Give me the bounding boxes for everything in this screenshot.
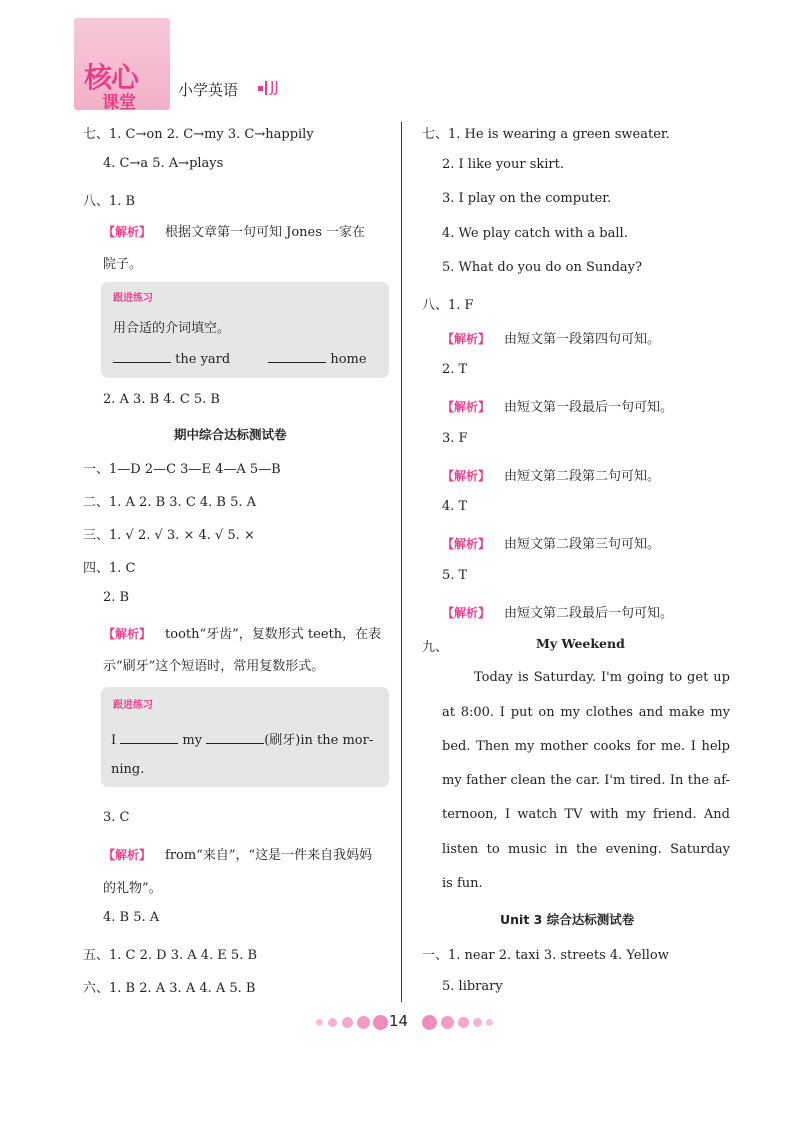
analysis-tag: 【解析】 xyxy=(103,848,152,862)
analysis-line: 院子。 xyxy=(103,257,143,272)
answer-line: 3. C xyxy=(103,810,130,825)
practice-blank-line xyxy=(113,350,367,367)
blank xyxy=(268,350,326,363)
dot-icon xyxy=(458,1017,469,1028)
essay-title: My Weekend xyxy=(536,636,625,651)
answer-line: 5. T xyxy=(442,568,468,583)
answer-line: 五、1. C 2. D 3. A 4. E 5. B xyxy=(83,948,258,963)
practice-box-title: 跟进练习 xyxy=(113,700,153,711)
answer-line: 4. C→a 5. A→plays xyxy=(103,156,224,171)
answer-line: 九、 xyxy=(422,640,449,655)
answer-line: 3. I play on the computer. xyxy=(442,191,612,206)
dot-icon xyxy=(422,1015,437,1030)
section-title: 期中综合达标测试卷 xyxy=(174,427,287,442)
answer-line: 二、1. A 2. B 3. C 4. B 5. A xyxy=(83,495,257,510)
analysis-tag: 【解析】 xyxy=(442,537,491,551)
column-divider xyxy=(401,122,402,1002)
analysis-tag: 【解析】 xyxy=(103,627,152,641)
essay-line: Today is Saturday. I'm going to get up xyxy=(474,670,730,685)
dot-icon xyxy=(357,1016,370,1029)
essay-line: ternoon, I watch TV with my friend. And xyxy=(442,807,730,822)
header-divider xyxy=(265,81,267,95)
analysis-text: 由短文第二段第二句可知。 xyxy=(504,469,661,484)
dot-icon xyxy=(473,1018,482,1027)
answer-line: 3. F xyxy=(442,431,468,446)
dot-icon xyxy=(373,1015,388,1030)
practice-word: home xyxy=(330,352,367,367)
answer-line: 2. B xyxy=(103,590,130,605)
practice-box xyxy=(101,687,389,787)
analysis-text: 由短文第一段第四句可知。 xyxy=(504,332,661,347)
answer-line: 三、1. √ 2. √ 3. × 4. √ 5. × xyxy=(83,528,255,543)
answer-line: 2. I like your skirt. xyxy=(442,157,564,172)
practice-word: the yard xyxy=(175,352,231,367)
analysis-tag: 【解析】 xyxy=(442,606,491,620)
analysis-line xyxy=(442,328,660,347)
answer-line: 4. B 5. A xyxy=(103,910,160,925)
answer-line: 2. T xyxy=(442,362,468,377)
answer-line: 七、1. He is wearing a green sweater. xyxy=(422,127,670,142)
analysis-text: tooth“牙齿”，复数形式 teeth，在表 xyxy=(165,627,382,642)
analysis-line: 示“刷牙”这个短语时，常用复数形式。 xyxy=(103,659,325,674)
analysis-line xyxy=(442,533,660,552)
answer-line: 一、1—D 2—C 3—E 4—A 5—B xyxy=(83,462,281,477)
analysis-tag: 【解析】 xyxy=(442,332,491,346)
answer-line: 七、1. C→on 2. C→my 3. C→happily xyxy=(83,127,314,142)
answer-line: 5. library xyxy=(442,979,503,994)
blank xyxy=(206,731,264,744)
answer-line: 六、1. B 2. A 3. A 4. A 5. B xyxy=(83,981,256,996)
analysis-text: 根据文章第一句可知 Jones 一家在 xyxy=(165,225,366,240)
analysis-text: 由短文第二段第三句可知。 xyxy=(504,537,661,552)
analysis-line xyxy=(103,844,372,863)
header-square-icon xyxy=(258,86,263,91)
essay-line: listen to music in the evening. Saturday xyxy=(442,842,730,857)
analysis-line: 的礼物”。 xyxy=(103,881,162,896)
practice-question: 用合适的介词填空。 xyxy=(113,321,231,336)
answer-line: 八、1. B xyxy=(83,194,136,209)
blank xyxy=(113,350,171,363)
dot-icon xyxy=(316,1019,323,1026)
analysis-line xyxy=(442,602,673,621)
essay-line: is fun. xyxy=(442,876,483,891)
blank xyxy=(120,731,178,744)
practice-blank-line: ning. xyxy=(111,762,145,777)
practice-box xyxy=(101,282,389,378)
dot-icon xyxy=(328,1018,337,1027)
dot-icon xyxy=(342,1017,353,1028)
analysis-line xyxy=(103,623,381,642)
analysis-tag: 【解析】 xyxy=(103,225,152,239)
analysis-line xyxy=(442,396,673,415)
practice-word: I xyxy=(111,733,117,748)
answer-line: 2. A 3. B 4. C 5. B xyxy=(103,392,220,407)
practice-blank-line xyxy=(111,729,373,748)
section-title: Unit 3 综合达标测试卷 xyxy=(500,912,635,927)
essay-line: bed. Then my mother cooks for me. I help xyxy=(442,739,730,754)
dot-icon xyxy=(441,1016,454,1029)
practice-box-title: 跟进练习 xyxy=(113,293,153,304)
analysis-tag: 【解析】 xyxy=(442,469,491,483)
analysis-text: 由短文第一段最后一句可知。 xyxy=(504,400,674,415)
logo xyxy=(74,18,170,113)
essay-line: my father clean the car. I'm tired. In the af- xyxy=(442,773,730,788)
logo-text-top: 核心 xyxy=(84,61,139,94)
analysis-text: from“来自”，“这是一件来自我妈妈 xyxy=(165,848,373,863)
answer-line: 四、1. C xyxy=(83,561,136,576)
answer-line: 4. T xyxy=(442,499,468,514)
page-number: 14 xyxy=(389,1012,409,1030)
essay-line: at 8:00. I put on my clothes and make my xyxy=(442,705,730,720)
practice-word: my xyxy=(182,733,203,748)
header-title: 小学英语 xyxy=(178,81,239,99)
analysis-line xyxy=(442,465,660,484)
analysis-text: 由短文第二段最后一句可知。 xyxy=(504,606,674,621)
answer-line: 一、1. near 2. taxi 3. streets 4. Yellow xyxy=(422,948,669,963)
header-code: JJ xyxy=(270,78,279,96)
answer-line: 4. We play catch with a ball. xyxy=(442,226,628,241)
logo-text-bottom: 课堂 xyxy=(102,93,136,113)
dot-icon xyxy=(486,1019,493,1026)
answer-line: 5. What do you do on Sunday? xyxy=(442,260,642,275)
analysis-tag: 【解析】 xyxy=(442,400,491,414)
analysis-line xyxy=(103,221,365,240)
practice-word: (刷牙)in the mor- xyxy=(264,733,374,748)
answer-line: 八、1. F xyxy=(422,298,474,313)
